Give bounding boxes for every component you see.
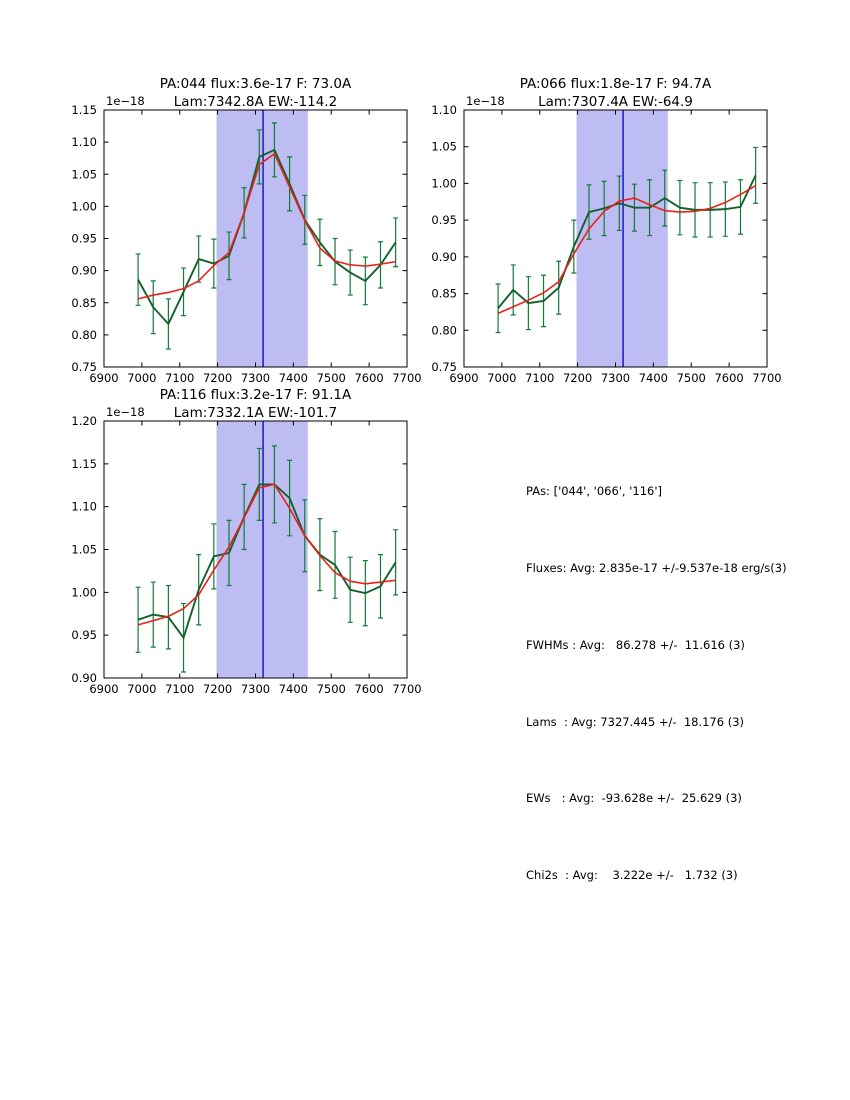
x-tick-label: 7500 xyxy=(316,682,346,696)
chart-pa-066 xyxy=(414,65,788,399)
x-tick-label: 7200 xyxy=(202,682,233,696)
x-tick-label: 7400 xyxy=(638,371,669,385)
chart-subtitle: Lam:7307.4A EW:-64.9 xyxy=(538,94,693,110)
chart-title: PA:066 flux:1.8e-17 F: 94.7A xyxy=(519,76,712,92)
x-tick-label: 7100 xyxy=(165,371,195,385)
x-tick-label: 7000 xyxy=(487,371,517,385)
x-tick-label: 6900 xyxy=(89,371,119,385)
x-tick-label: 7000 xyxy=(127,371,157,385)
fit-window-band xyxy=(216,110,307,367)
y-tick-label: 1.10 xyxy=(431,103,457,117)
y-tick-label: 1.10 xyxy=(71,499,97,514)
y-tick-label: 1.15 xyxy=(71,456,97,471)
y-tick-label: 1.00 xyxy=(71,199,97,214)
y-tick-label: 0.95 xyxy=(71,231,97,246)
stats-line-fluxes: Fluxes: Avg: 2.835e-17 +/-9.537e-18 erg/s(3) xyxy=(526,560,787,575)
x-tick-label: 7200 xyxy=(202,371,233,385)
x-tick-label: 7300 xyxy=(600,371,631,385)
x-tick-label: 7600 xyxy=(354,371,384,385)
y-tick-label: 1.05 xyxy=(431,139,457,154)
y-tick-label: 1.10 xyxy=(71,135,97,150)
y-tick-label: 1.05 xyxy=(71,167,97,182)
chart-title: PA:116 flux:3.2e-17 F: 91.1A xyxy=(159,387,352,403)
x-tick-label: 7000 xyxy=(127,682,157,696)
x-tick-label: 6900 xyxy=(449,371,479,385)
x-tick-label: 7300 xyxy=(240,371,271,385)
fit-window-band xyxy=(576,110,667,367)
y-tick-label: 0.75 xyxy=(431,360,457,374)
chart-pa-116 xyxy=(54,376,428,710)
x-tick-label: 7100 xyxy=(525,371,555,385)
x-tick-label: 7700 xyxy=(752,371,782,385)
x-tick-label: 7100 xyxy=(165,682,195,696)
chart-svg-pa-116 xyxy=(54,376,428,710)
y-tick-label: 0.85 xyxy=(71,295,97,310)
y-tick-label: 0.95 xyxy=(71,628,97,643)
y-tick-label: 0.90 xyxy=(71,671,97,685)
y-tick-label: 0.90 xyxy=(431,249,457,264)
y-axis-offset-label: 1e−18 xyxy=(106,94,145,108)
y-tick-label: 0.95 xyxy=(431,213,457,228)
y-tick-label: 1.00 xyxy=(71,585,97,600)
y-tick-label: 1.05 xyxy=(71,542,97,557)
chart-title: PA:044 flux:3.6e-17 F: 73.0A xyxy=(159,76,352,92)
x-tick-label: 6900 xyxy=(89,682,119,696)
y-tick-label: 0.80 xyxy=(71,327,97,342)
chart-svg-pa-044 xyxy=(54,65,428,399)
y-axis-offset-label: 1e−18 xyxy=(106,405,145,419)
y-tick-label: 1.15 xyxy=(71,103,97,117)
x-tick-label: 7400 xyxy=(278,371,309,385)
y-tick-label: 1.00 xyxy=(431,176,457,191)
y-tick-label: 0.90 xyxy=(71,263,97,278)
x-tick-label: 7600 xyxy=(354,682,384,696)
x-tick-label: 7200 xyxy=(562,371,593,385)
chart-svg-pa-066 xyxy=(414,65,788,399)
x-tick-label: 7500 xyxy=(676,371,706,385)
stats-line-lams: Lams : Avg: 7327.445 +/- 18.176 (3) xyxy=(526,714,745,729)
y-axis-offset-label: 1e−18 xyxy=(466,94,505,108)
x-tick-label: 7700 xyxy=(392,371,422,385)
x-tick-label: 7500 xyxy=(316,371,346,385)
y-tick-label: 1.20 xyxy=(71,414,97,428)
x-tick-label: 7300 xyxy=(240,682,271,696)
x-tick-label: 7700 xyxy=(392,682,422,696)
chart-subtitle: Lam:7332.1A EW:-101.7 xyxy=(173,405,338,421)
stats-line-chi2s: Chi2s : Avg: 3.222e +/- 1.732 (3) xyxy=(526,868,738,883)
stats-line-pas: PAs: ['044', '066', '116'] xyxy=(526,484,663,499)
x-tick-label: 7600 xyxy=(714,371,744,385)
stats-line-fwhms: FWHMs : Avg: 86.278 +/- 11.616 (3) xyxy=(526,637,745,652)
y-tick-label: 0.75 xyxy=(71,360,97,374)
stats-line-ews: EWs : Avg: -93.628e +/- 25.629 (3) xyxy=(526,791,742,806)
y-tick-label: 0.80 xyxy=(431,323,457,338)
x-tick-label: 7400 xyxy=(278,682,309,696)
y-tick-label: 0.85 xyxy=(431,286,457,301)
chart-subtitle: Lam:7342.8A EW:-114.2 xyxy=(173,94,338,110)
chart-pa-044 xyxy=(54,65,428,399)
stats-panel xyxy=(526,428,787,940)
